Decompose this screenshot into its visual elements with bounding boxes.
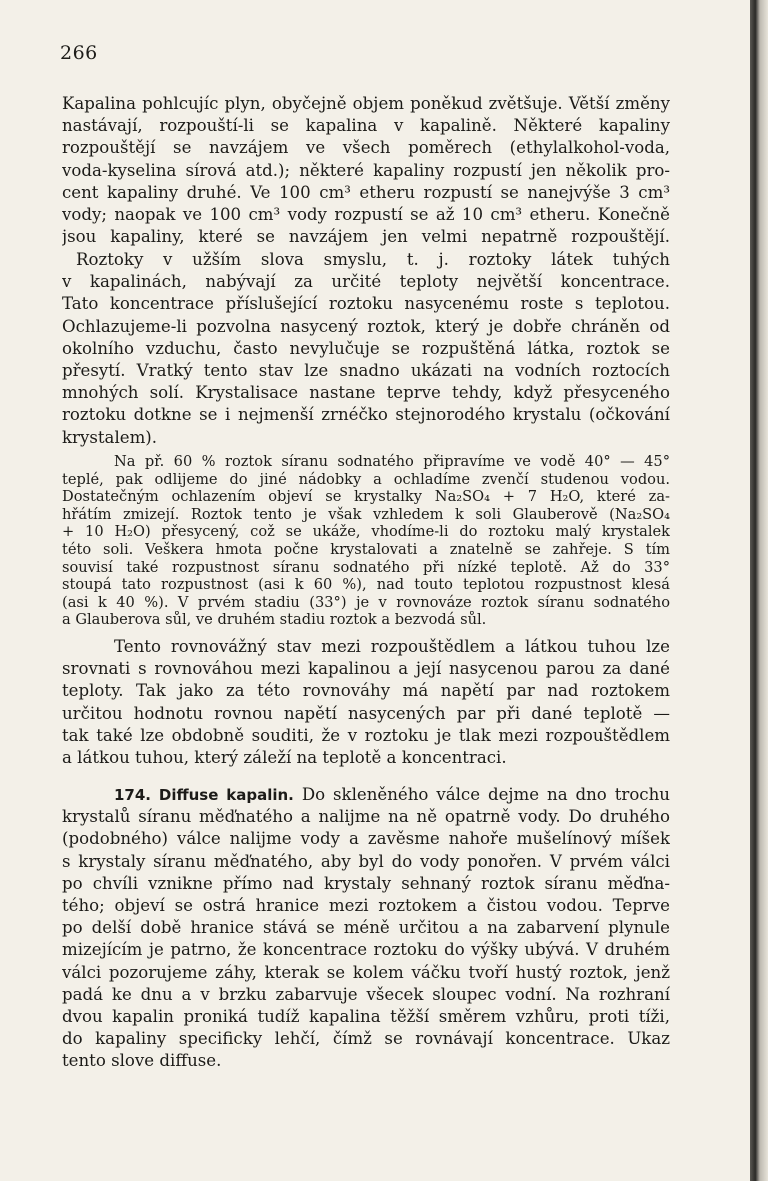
text-line: jsou kapaliny, které se navzájem jen velmi nepatrně rozpouštějí.	[62, 227, 670, 247]
text-line: (asi k 40 %). V prvém stadiu (33°) je v rovnováze roztok síranu sodnatého	[62, 593, 670, 611]
text-line: Ochlazujeme-li pozvolna nasycený roztok, který je dobře chráněn od	[62, 316, 670, 336]
text-line: po delší době hranice stává se méně určitou a na zabarvení plynule	[62, 918, 670, 938]
section-174	[62, 784, 670, 1072]
text-line: přesytí. Vratký tento stav lze snadno ukázati na vodních roztocích	[62, 360, 670, 380]
text-line: okolního vzduchu, často nevylučuje se rozpuštěná látka, roztok se	[62, 338, 670, 358]
text-line: dvou kapalin proniká tudíž kapalina těžší směrem vzhůru, proti tíži,	[62, 1006, 670, 1026]
text-line: Roztoky v užším slova smyslu, t. j. roztoky látek tuhých	[76, 250, 670, 269]
page-edge	[750, 0, 768, 1181]
text-line: cent kapaliny druhé. Ve 100 cm³ etheru rozpustí se nanejvýše 3 cm³	[62, 182, 670, 202]
text-line: po chvíli vznikne přímo nad krystaly sehnaný roztok síranu měďna-	[62, 873, 670, 893]
text-line: mnohých solí. Krystalisace nastane teprve tehdy, když přesyceného	[62, 383, 670, 403]
text-line: krystalem).	[62, 427, 158, 447]
text-line: tak také lze obdobně souditi, že v roztoku je tlak mezi rozpouštědlem	[62, 725, 670, 745]
text-line: (podobného) válce nalijme vody a zavěsme nahoře mušelínový míšek	[62, 829, 670, 849]
paragraph-2	[62, 249, 670, 449]
text-line: teplé, pak odlijeme do jiné nádobky a ochladíme zvenčí studenou vodou.	[62, 470, 670, 488]
text-line: teploty. Tak jako za této rovnováhy má napětí par nad roztokem	[62, 681, 670, 701]
paragraph-example	[62, 453, 670, 629]
paragraph-4	[62, 636, 670, 769]
text-line: hřátím zmizejí. Roztok tento je však vzhledem k soli Glauberově (Na₂SO₄	[62, 505, 670, 523]
text-line: voda-kyselina sírová atd.); některé kapaliny rozpustí jen několik pro-	[62, 160, 670, 180]
text-line: válci pozorujeme záhy, kterak se kolem váčku tvoří hustý roztok, jenž	[62, 962, 670, 982]
text-line: v kapalinách, nabývají za určité teploty největší koncentrace.	[62, 272, 670, 292]
text-line: stoupá tato rozpustnost (asi k 60 %), nad touto teplotou rozpustnost klesá	[62, 576, 670, 594]
page-number: 266	[60, 42, 98, 64]
text-line: této soli. Veškera hmota počne krystalovati a znatelně se zahřeje. S tím	[62, 540, 670, 558]
text-line: Tento rovnovážný stav mezi rozpouštědlem a látkou tuhou lze	[114, 637, 670, 656]
text-line: do kapaliny specificky lehčí, čímž se rovnávají koncentrace. Ukaz	[62, 1029, 670, 1049]
paragraph-1	[62, 93, 670, 248]
section-heading: 174. Diffuse kapalin.	[114, 786, 294, 804]
text-line: Dostatečným ochlazením objeví se krystalky Na₂SO₄ + 7 H₂O, které za-	[62, 488, 670, 506]
text-line: s krystaly síranu měďnatého, aby byl do vody ponořen. V prvém válci	[62, 851, 670, 871]
text-line: Kapalina pohlcujíc plyn, obyčejně objem poněkud zvětšuje. Větší změny	[62, 94, 670, 113]
text-line: určitou hodnotu rovnou napětí nasycených par při dané teplotě —	[62, 703, 670, 723]
text-line: tého; objeví se ostrá hranice mezi roztokem a čistou vodou. Teprve	[62, 895, 670, 915]
text-line: nastávají, rozpouští-li se kapalina v kapalině. Některé kapaliny	[62, 116, 670, 136]
text-line: roztoku dotkne se i nejmenší zrnéčko stejnorodého krystalu (očkování	[62, 405, 670, 425]
text-line: a Glauberova sůl, ve druhém stadiu roztok a bezvodá sůl.	[62, 611, 487, 629]
text-line: padá ke dnu a v brzku zabarvuje všecek sloupec vodní. Na rozhraní	[62, 984, 670, 1004]
text-line: Tato koncentrace příslušející roztoku nasycenému roste s teplotou.	[62, 294, 670, 314]
text-line: + 10 H₂O) přesycený, což se ukáže, vhodíme-li do roztoku malý krystalek	[62, 523, 670, 541]
section-first-line-text: Do skleněného válce dejme na dno trochu	[301, 785, 670, 804]
text-line: krystalů síranu měďnatého a nalijme na ně opatrně vody. Do druhého	[62, 807, 670, 827]
text-line: rozpouštějí se navzájem ve všech poměrech (ethylalkohol-voda,	[62, 138, 670, 158]
text-line: souvisí také rozpustnost síranu sodnatého při nízké teplotě. Až do 33°	[62, 558, 670, 576]
text-line: a látkou tuhou, který záleží na teplotě a koncentraci.	[62, 747, 507, 767]
text-line: mizejícím je patrno, že koncentrace roztoku do výšky ubývá. V druhém	[62, 940, 670, 960]
text-line: vody; naopak ve 100 cm³ vody rozpustí se až 10 cm³ etheru. Konečně	[62, 204, 670, 224]
text-line: tento slove diffuse.	[62, 1051, 222, 1071]
text-line: Na př. 60 % roztok síranu sodnatého připravíme ve vodě 40° — 45°	[114, 453, 670, 470]
text-line: srovnati s rovnováhou mezi kapalinou a její nasycenou parou za dané	[62, 659, 670, 679]
section-first-line	[62, 784, 670, 806]
